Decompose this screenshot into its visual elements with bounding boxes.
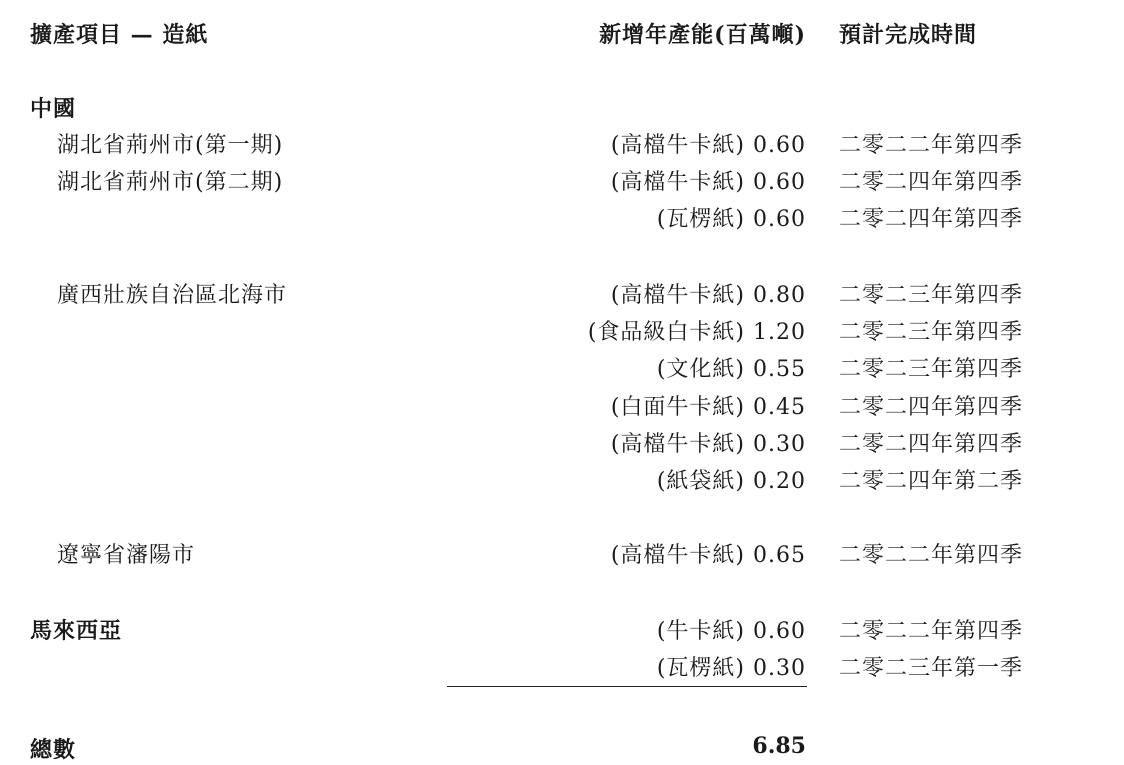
row-location: 廣西壯族自治區北海市 xyxy=(57,283,288,308)
row-completion-time: 二零二四年第四季 xyxy=(839,207,1024,232)
row-capacity: (文化紙) 0.55 xyxy=(656,357,806,382)
row-completion-time: 二零二三年第四季 xyxy=(839,320,1024,345)
row-capacity: (瓦楞紙) 0.60 xyxy=(656,207,806,232)
subtotal-rule xyxy=(447,686,807,687)
table-row xyxy=(0,427,1124,463)
row-completion-time: 二零二二年第四季 xyxy=(839,543,1024,568)
table-row xyxy=(0,315,1124,351)
table-header xyxy=(0,14,1124,50)
row-capacity: (高檔牛卡紙) 0.80 xyxy=(610,283,806,308)
table-row xyxy=(0,464,1124,500)
table-row xyxy=(0,352,1124,388)
table-row xyxy=(0,651,1124,687)
table-row xyxy=(0,278,1124,314)
row-location: 湖北省荊州市(第一期) xyxy=(57,133,284,158)
row-completion-time: 二零二三年第四季 xyxy=(839,357,1024,382)
row-capacity: (牛卡紙) 0.60 xyxy=(656,619,806,644)
row-completion-time: 二零二四年第四季 xyxy=(839,395,1024,420)
row-completion-time: 二零二三年第四季 xyxy=(839,283,1024,308)
row-completion-time: 二零二四年第二季 xyxy=(839,469,1024,494)
row-capacity: (高檔牛卡紙) 0.60 xyxy=(610,133,806,158)
row-capacity: (高檔牛卡紙) 0.30 xyxy=(610,432,806,457)
row-capacity: (高檔牛卡紙) 0.65 xyxy=(610,543,806,568)
header-capacity: 新增年產能(百萬噸) xyxy=(599,22,806,48)
row-completion-time: 二零二二年第四季 xyxy=(839,619,1024,644)
header-project: 擴產項目 — 造紙 xyxy=(30,22,209,48)
header-completion-time: 預計完成時間 xyxy=(839,22,978,48)
table-row xyxy=(0,390,1124,426)
row-location: 遼寧省瀋陽市 xyxy=(57,543,196,568)
row-completion-time: 二零二四年第四季 xyxy=(839,170,1024,195)
row-capacity: (食品級白卡紙) 1.20 xyxy=(587,320,806,345)
table-row xyxy=(0,538,1124,574)
row-capacity: (高檔牛卡紙) 0.60 xyxy=(610,170,806,195)
row-completion-time: 二零二三年第一季 xyxy=(839,656,1024,681)
table-row xyxy=(0,128,1124,164)
region-china: 中國 xyxy=(30,96,77,122)
row-capacity: (白面牛卡紙) 0.45 xyxy=(610,395,806,420)
table-row xyxy=(0,202,1124,238)
total-value: 6.85 xyxy=(752,733,806,759)
total-label: 總數 xyxy=(30,737,77,763)
table-row xyxy=(0,165,1124,201)
region-malaysia: 馬來西亞 xyxy=(30,618,123,644)
row-capacity: (紙袋紙) 0.20 xyxy=(656,469,806,494)
row-completion-time: 二零二四年第四季 xyxy=(839,432,1024,457)
table-row xyxy=(0,614,1124,650)
row-capacity: (瓦楞紙) 0.30 xyxy=(656,656,806,681)
total-row xyxy=(0,733,1124,765)
row-completion-time: 二零二二年第四季 xyxy=(839,133,1024,158)
row-location: 湖北省荊州市(第二期) xyxy=(57,170,284,195)
